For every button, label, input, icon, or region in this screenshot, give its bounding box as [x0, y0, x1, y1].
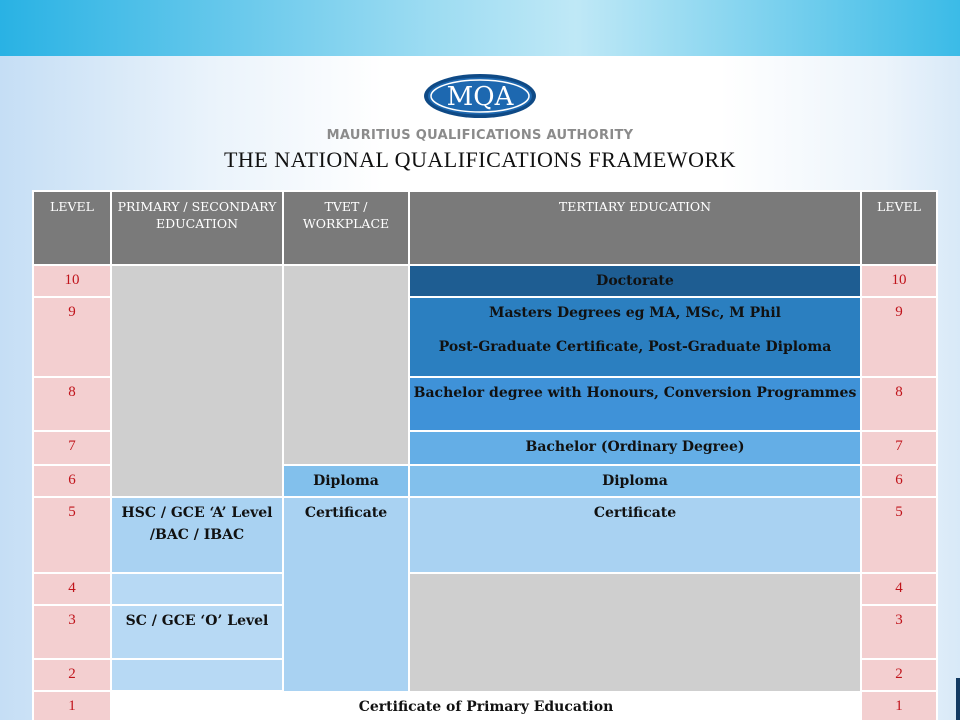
level-cell: 1 [861, 691, 937, 721]
empty-tvet-cell [283, 265, 409, 465]
level-cell: 10 [861, 265, 937, 297]
empty-primary-cell [111, 659, 283, 691]
level-cell: 3 [33, 605, 111, 659]
postgrad-text: Post-Graduate Certificate, Post-Graduate Diploma [438, 339, 832, 355]
masters-postgrad-cell [409, 297, 861, 377]
level-cell: 6 [33, 465, 111, 497]
tvet-diploma-cell: Diploma [283, 465, 409, 497]
hsc-cell: HSC / GCE ‘A’ Level /BAC / IBAC [111, 497, 283, 573]
level-cell: 2 [861, 659, 937, 691]
tertiary-diploma-cell: Diploma [409, 465, 861, 497]
level-cell: 1 [33, 691, 111, 721]
level-cell: 8 [861, 377, 937, 431]
page-title: THE NATIONAL QUALIFICATIONS FRAMEWORK [223, 147, 737, 172]
tertiary-certificate-cell: Certificate [409, 497, 861, 573]
masters-text: Masters Degrees eg MA, MSc, M Phil [488, 305, 781, 321]
level-cell: 10 [33, 265, 111, 297]
qualifications-framework-table [32, 190, 938, 722]
header-level-left: LEVEL [33, 191, 111, 265]
spacer [410, 324, 860, 336]
level-cell: 7 [33, 431, 111, 465]
header-tvet: TVET / WORKPLACE [283, 191, 409, 265]
table-row-level-4 [33, 573, 937, 605]
level-cell: 9 [861, 297, 937, 377]
level-cell: 3 [861, 605, 937, 659]
level-cell: 8 [33, 377, 111, 431]
cpe-cell: Certificate of Primary Education [111, 691, 861, 721]
svg-text:MQA: MQA [446, 82, 514, 112]
header-primary-secondary: PRIMARY / SECONDARY EDUCATION [111, 191, 283, 265]
top-banner [0, 0, 960, 56]
tvet-certificate-cell: Certificate [283, 497, 409, 721]
header-tertiary: TERTIARY EDUCATION [409, 191, 861, 265]
sc-cell: SC / GCE ‘O’ Level [111, 605, 283, 659]
doctorate-cell: Doctorate [409, 265, 861, 297]
bachelor-honours-cell: Bachelor degree with Honours, Conversion Programmes [409, 377, 861, 431]
table-row-level-5 [33, 497, 937, 573]
table-row-level-1 [33, 691, 937, 721]
level-cell: 7 [861, 431, 937, 465]
level-cell: 5 [861, 497, 937, 573]
table-row-level-10 [33, 265, 937, 297]
bachelor-ordinary-cell: Bachelor (Ordinary Degree) [409, 431, 861, 465]
organisation-name: MAURITIUS QUALIFICATIONS AUTHORITY [326, 128, 634, 143]
slide-edge-bar [956, 678, 960, 720]
level-cell: 6 [861, 465, 937, 497]
level-cell: 9 [33, 297, 111, 377]
empty-primary-cell [111, 573, 283, 605]
mqa-logo [422, 72, 538, 120]
table-header-row [33, 191, 937, 265]
level-cell: 4 [33, 573, 111, 605]
level-cell: 5 [33, 497, 111, 573]
empty-primary-cell [111, 265, 283, 497]
level-cell: 2 [33, 659, 111, 691]
level-cell: 4 [861, 573, 937, 605]
header-level-right: LEVEL [861, 191, 937, 265]
